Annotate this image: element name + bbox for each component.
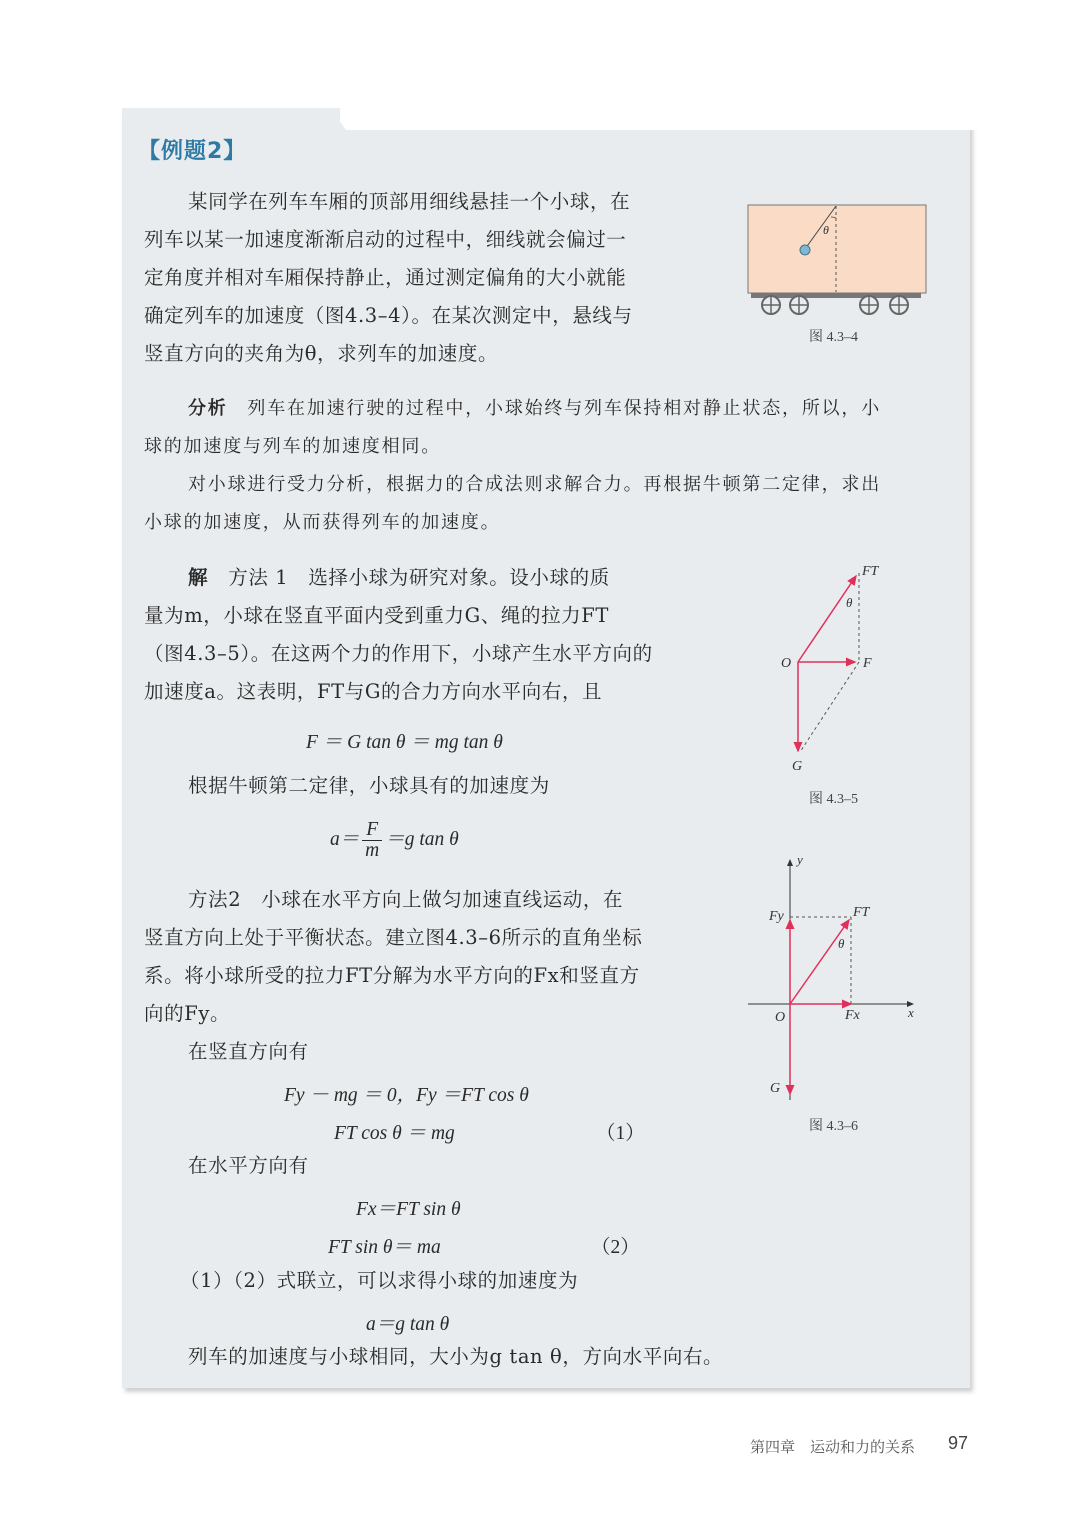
label-ft: FT (862, 564, 879, 579)
eq2-rhs: ＝g tan θ (385, 828, 459, 850)
tension-arrow-2 (790, 920, 849, 1004)
eq2-lhs: a＝ (330, 828, 360, 850)
equation-result: a＝g tan θ (366, 1314, 450, 1335)
label-f: F (863, 656, 872, 671)
figure-force-composition (770, 555, 890, 785)
label-o: O (781, 656, 792, 671)
problem-line-4: 确定列车的加速度（图4.3–4）。在某次测定中，悬线与 (144, 304, 633, 327)
example-title: 【例题2】 (138, 139, 247, 164)
method1-line-2: 量为m，小球在竖直平面内受到重力G、绳的拉力FT (144, 604, 610, 627)
tension-arrow (798, 576, 856, 662)
method1-line-3: （图4.3–5）。在这两个力的作用下，小球产生水平方向的 (144, 642, 653, 665)
theta-label: θ (823, 223, 829, 237)
analysis-text-1: 列车在加速行驶的过程中，小球始终与列车保持相对静止状态，所以，小 (247, 398, 882, 419)
method1-line-4: 加速度a。这表明，FT与G的合力方向水平向右，且 (144, 680, 603, 703)
pendulum-ball (800, 245, 810, 255)
eq2-numerator: F (362, 820, 382, 841)
equation-1: FT cos θ ＝ mg (334, 1123, 455, 1144)
equation-force: F ＝ G tan θ ＝ mg tan θ (306, 732, 503, 753)
panel-tab-slope (330, 108, 346, 130)
analysis-line-2: 球的加速度与列车的加速度相同。 (144, 436, 441, 457)
label-theta: θ (846, 595, 853, 610)
method1-text-1: 方法 1 选择小球为研究对象。设小球的质 (228, 566, 610, 589)
combine-line: （1）（2）式联立，可以求得小球的加速度为 (180, 1269, 579, 1292)
equation-vertical-balance: Fy － mg ＝ 0，Fy ＝FT cos θ (284, 1085, 529, 1106)
equation-1-number: （1） (596, 1123, 645, 1144)
method2-line-4: 向的Fy。 (144, 1002, 231, 1025)
method2-line-3: 系。将小球所受的拉力FT分解为水平方向的Fx和竖直方 (144, 964, 640, 987)
horizontal-direction-label: 在水平方向有 (188, 1154, 309, 1177)
label-ft-2: FT (853, 905, 870, 920)
problem-line-3: 定角度并相对车厢保持静止，通过测定偏角的大小就能 (144, 266, 627, 289)
eq2-denominator: m (365, 840, 380, 861)
label-x: x (908, 1005, 914, 1020)
label-fy: Fy (769, 909, 784, 924)
dashed-parallel (800, 662, 859, 752)
chapter-footer: 第四章 运动和力的关系 (750, 1438, 916, 1456)
label-g: G (792, 759, 803, 774)
analysis-line-1 (188, 390, 881, 428)
label-fx: Fx (845, 1008, 860, 1023)
analysis-line-3: 对小球进行受力分析，根据力的合成法则求解合力。再根据牛顿第二定律，求出 (188, 474, 881, 495)
train-car-body (748, 205, 926, 293)
method2-line-1: 方法2 小球在水平方向上做匀加速直线运动，在 (188, 888, 624, 911)
figure-coordinate-decomposition (745, 852, 925, 1102)
label-theta-2: θ (838, 936, 845, 951)
panel-tab-cut (340, 108, 980, 130)
figure-caption-4-3-5: 图 4.3–5 (809, 792, 858, 807)
analysis-label: 分析 (188, 398, 228, 419)
method2-line-2: 竖直方向上处于平衡状态。建立图4.3–6所示的直角坐标 (144, 926, 643, 949)
train-wheels (762, 296, 908, 314)
label-g-2: G (770, 1081, 781, 1096)
conclusion-line: 列车的加速度与小球相同，大小为g tan θ，方向水平向右。 (188, 1345, 724, 1368)
vertical-direction-label: 在竖直方向有 (188, 1040, 309, 1063)
label-y: y (797, 852, 803, 867)
solution-label: 解 (188, 566, 209, 589)
figure-caption-4-3-4: 图 4.3–4 (809, 330, 858, 345)
problem-line-1: 某同学在列车车厢的顶部用细线悬挂一个小球，在 (188, 190, 631, 213)
problem-line-5: 竖直方向的夹角为θ，求列车的加速度。 (144, 342, 499, 365)
eq2-fraction (362, 820, 382, 861)
equation-horizontal: Fx＝FT sin θ (356, 1199, 461, 1220)
figure-caption-4-3-6: 图 4.3–6 (809, 1119, 858, 1134)
wheel-spokes (762, 296, 908, 314)
newton-law-line: 根据牛顿第二定律，小球具有的加速度为 (188, 774, 550, 797)
page-number: 97 (948, 1433, 969, 1453)
method1-line-1 (188, 559, 610, 597)
equation-2: FT sin θ＝ ma (328, 1237, 441, 1258)
label-o-2: O (775, 1010, 786, 1025)
problem-line-2: 列车以某一加速度渐渐启动的过程中，细线就会偏过一 (144, 228, 627, 251)
analysis-line-4: 小球的加速度，从而获得列车的加速度。 (144, 512, 501, 533)
equation-2-number: （2） (591, 1237, 640, 1258)
equation-acceleration (330, 820, 459, 861)
